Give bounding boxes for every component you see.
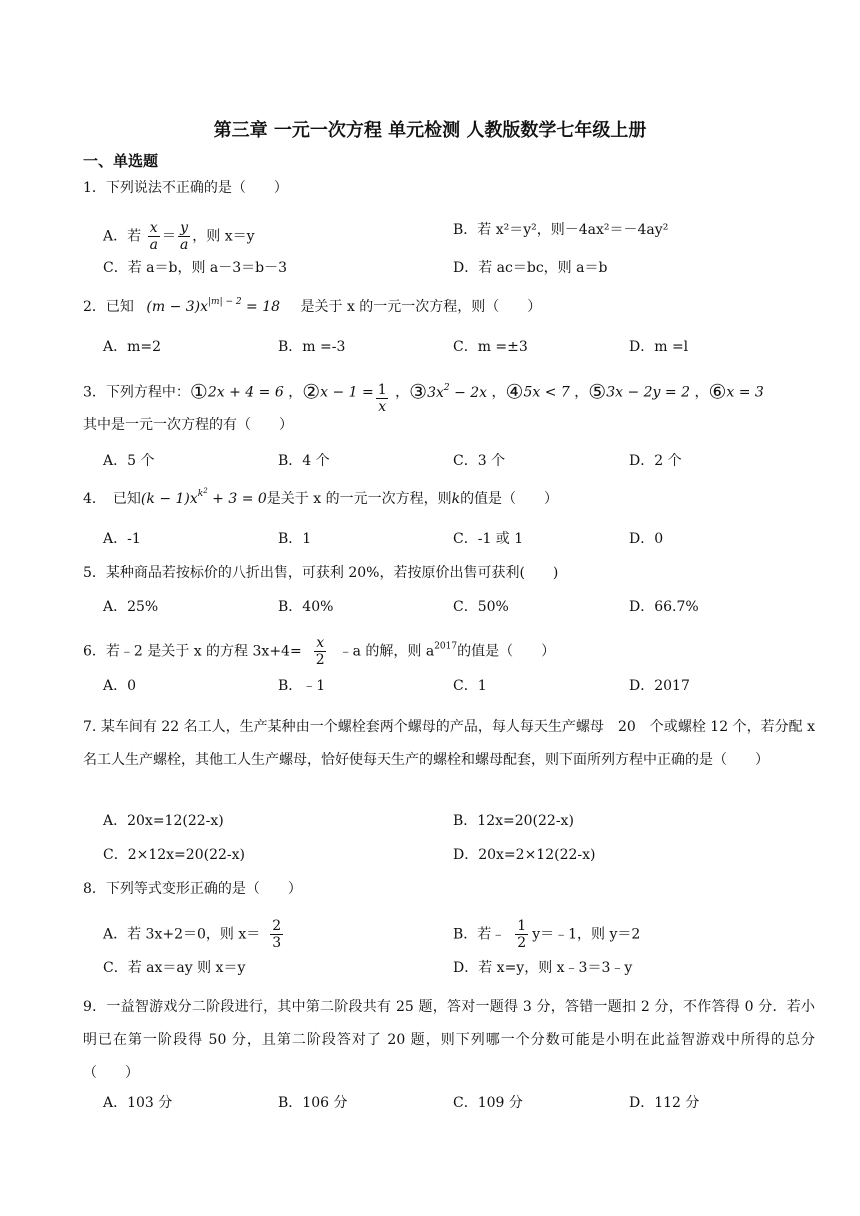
q4-option-b: B．1 <box>278 531 312 547</box>
q2-option-d: D．m =l <box>629 339 689 355</box>
q6-fraction-x-over-2: $\frac{x}{2}$ <box>315 635 325 668</box>
q5-option-d: D．66.7% <box>629 599 699 615</box>
page-title: 第三章 一元一次方程 单元检测 人教版数学七年级上册 <box>213 120 647 141</box>
section-heading: 一、单选题 <box>83 152 159 170</box>
q2-stem: 2．已知 $(m - 3)x^{|m| - 2} = 18$ 是关于 x 的一元一次方程，则（ ） <box>83 297 542 315</box>
q6-option-a: A．0 <box>103 678 137 694</box>
q9-option-d: D．112 分 <box>629 1095 700 1111</box>
q8-option-a: A．若 3x+2＝0，则 x＝ $\frac{2}{3}$ <box>103 918 282 951</box>
q2-option-b: B．m =-3 <box>278 339 346 355</box>
q7-option-b: B．12x=20(22-x) <box>453 813 574 829</box>
q1-option-b: B．若 x²＝y²，则－4ax²＝－4ay² <box>453 222 669 238</box>
q3-option-a: A．5 个 <box>103 453 155 469</box>
q5-option-b: B．40% <box>278 599 334 615</box>
q8-stem: 8．下列等式变形正确的是（ ） <box>83 881 302 897</box>
q1-option-d: D．若 ac＝bc，则 a＝b <box>453 260 608 276</box>
q6-option-c: C．1 <box>453 678 487 694</box>
q2-option-c: C．m =±3 <box>453 339 528 355</box>
q6-stem: 6．若﹣2 是关于 x 的方程 3x+4= $\frac{x}{2}$ ﹣a 的解，则 $a^{2017}$的值是（ ） <box>83 635 556 668</box>
q4-option-c: C．-1 或 1 <box>453 531 524 547</box>
q6-option-d: D．2017 <box>629 678 690 694</box>
q5-stem: 5．某种商品若按标价的八折出售，可获利 20%，若按原价出售可获利( ) <box>83 565 559 581</box>
q8-option-b: B．若﹣ $\frac{1}{2}$ y＝﹣1，则 y＝2 <box>453 918 641 951</box>
q3-option-d: D．2 个 <box>629 453 682 469</box>
q2-equation: $(m - 3)x^{|m| - 2} = 18$ <box>146 297 281 315</box>
q4-option-d: D．0 <box>629 531 664 547</box>
q3-option-b: B．4 个 <box>278 453 330 469</box>
q3-stem: 3．下列方程中：①2x + 4 = 6 ，②x − 1 = $\frac{1}{x}$ ，$③3x^2 - 2x$ ，④5x < 7 ，⑤3x − 2y = 2 ，⑥x = 3 <box>83 379 764 415</box>
q5-option-c: C．50% <box>453 599 509 615</box>
q8-option-c: C．若 ax＝ay 则 x＝y <box>103 960 246 976</box>
q8-option-d: D．若 x=y，则 x﹣3＝3﹣y <box>453 960 633 976</box>
q3-fraction-1-over-x: $\frac{1}{x}$ <box>377 382 387 415</box>
q8-fraction-1-over-2: $\frac{1}{2}$ <box>517 918 527 951</box>
q1-fraction-x-over-a: $\frac{x}{a}$ <box>149 220 158 253</box>
q7-option-a: A．20x=12(22-x) <box>103 813 224 829</box>
q4-stem: 4． 已知$(k - 1)x^{k^2} + 3 = 0$是关于 x 的一元一次方程，则k的值是（ ） <box>83 487 559 507</box>
q9-option-a: A．103 分 <box>103 1095 173 1111</box>
q8-fraction-2-over-3: $\frac{2}{3}$ <box>272 918 282 951</box>
q1-stem: 1．下列说法不正确的是（ ） <box>83 180 288 196</box>
q1-option-a: A．若 $\frac{x}{a}$ ＝ $\frac{y}{a}$ ，则 x＝y <box>103 220 255 253</box>
q9-stem: 9．一益智游戏分二阶段进行，其中第二阶段共有 25 题，答对一题得 3 分，答错一题扣 2 分，不作答得 0 分．若小明已在第一阶段得 50 分，且第二阶段答对了 20 题，则下列哪一个分数可能是小明在此益智游戏中所得的总分（ ） <box>83 999 815 1081</box>
q7-stem: 7. 某车间有 22 名工人，生产某种由一个螺栓套两个螺母的产品，每人每天生产螺母 20 个或螺栓 12 个，若分配 x 名工人生产螺栓，其他工人生产螺母，恰好使每天生产的螺栓和螺母配套，则下面所列方程中正确的是（ ） <box>83 719 815 768</box>
q1-fraction-y-over-a: $\frac{y}{a}$ <box>179 220 189 253</box>
q3-option-c: C．3 个 <box>453 453 506 469</box>
q3-stem-line2: 其中是一元一次方程的有（ ） <box>83 417 293 433</box>
q4-option-a: A．-1 <box>103 531 141 547</box>
q4-equation: $(k - 1)x^{k^2} + 3 = 0$ <box>140 487 267 507</box>
q5-option-a: A．25% <box>103 599 159 615</box>
q7-option-c: C．2×12x=20(22-x) <box>103 847 245 863</box>
q2-option-a: A．m=2 <box>103 339 162 355</box>
q9-option-b: B．106 分 <box>278 1095 348 1111</box>
q1-option-c: C．若 a＝b，则 a－3＝b－3 <box>103 260 288 276</box>
q9-option-c: C．109 分 <box>453 1095 523 1111</box>
q6-option-b: B．﹣1 <box>278 678 326 694</box>
q7-option-d: D．20x=2×12(22-x) <box>453 847 596 863</box>
